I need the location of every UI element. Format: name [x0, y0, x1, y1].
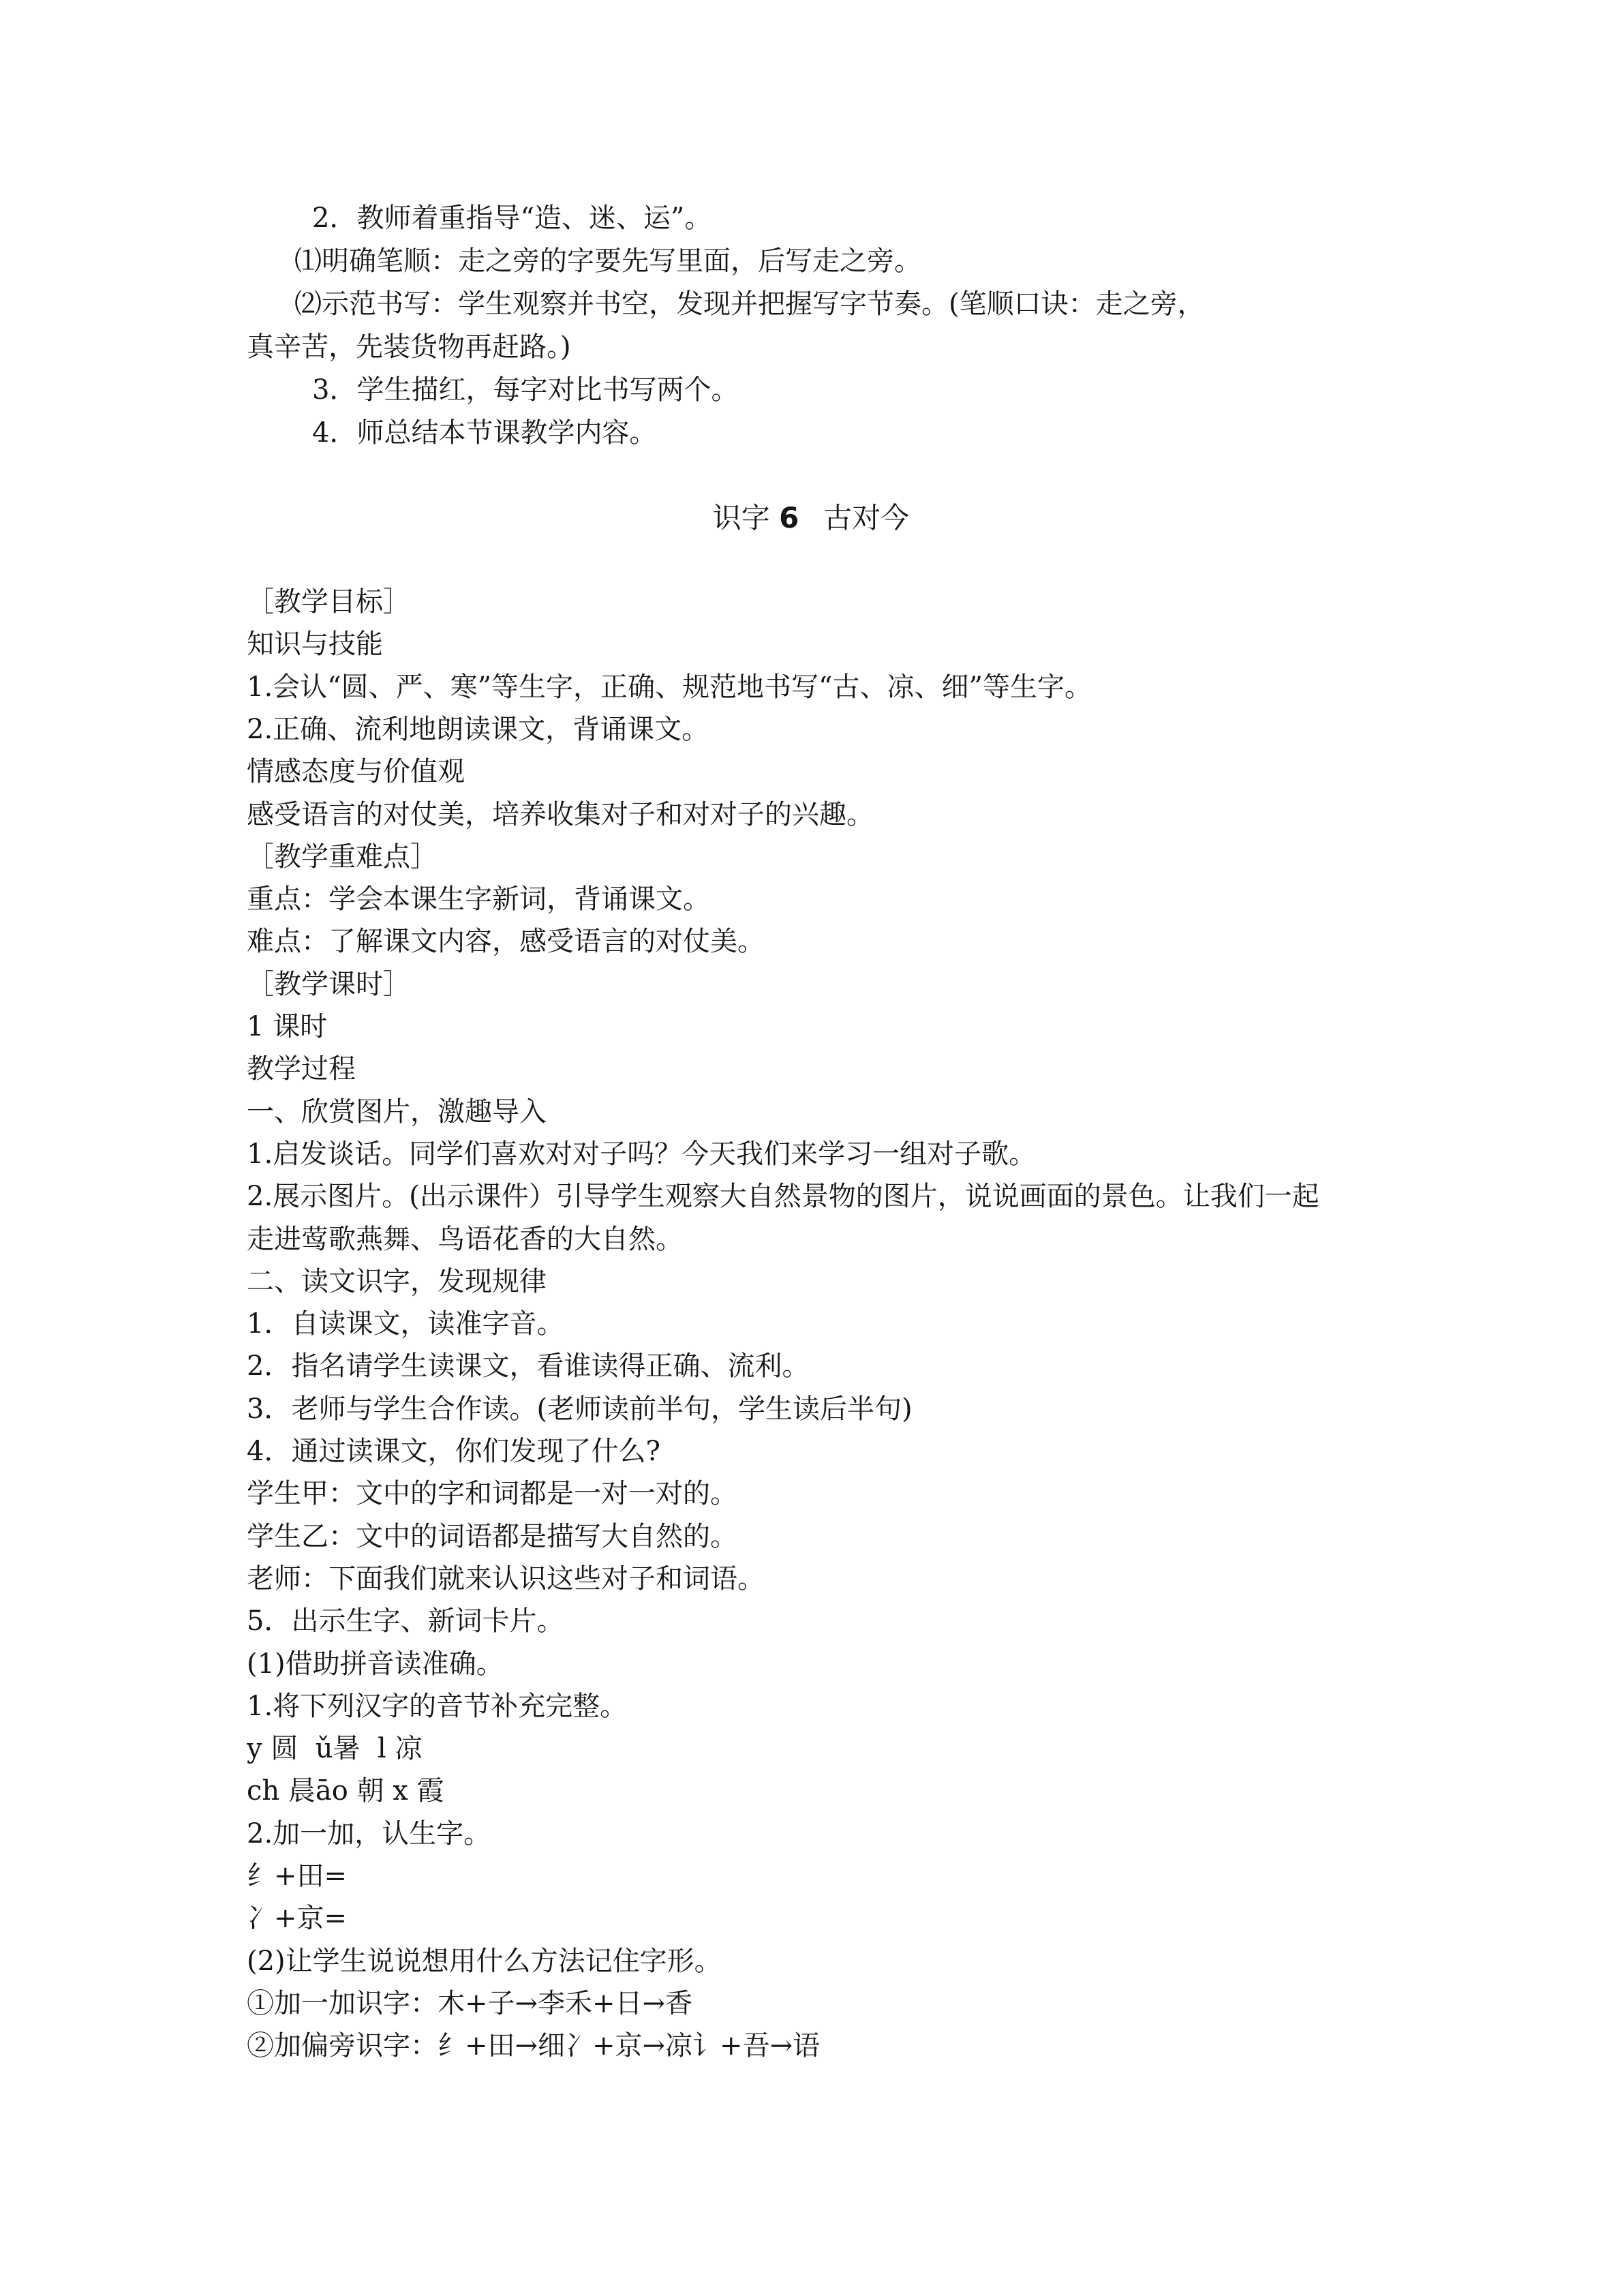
body-line: 走进莺歌燕舞、鸟语花香的大自然。 — [247, 1224, 683, 1255]
body-line: 知识与技能 — [247, 629, 383, 660]
body-line: (1)借助拼音读准确。 — [247, 1648, 504, 1680]
body-line: 1.启发谈话。同学们喜欢对对子吗？今天我们来学习一组对子歌。 — [247, 1138, 1037, 1170]
body-line: 1.会认“圆、严、寒”等生字，正确、规范地书写“古、凉、细”等生字。 — [247, 671, 1092, 703]
body-line: 二、读文识字，发现规律 — [247, 1266, 547, 1297]
body-line: 学生甲：文中的字和词都是一对一对的。 — [247, 1478, 737, 1509]
body-line: 冫+京= — [247, 1903, 348, 1934]
step-3-line: 3．学生描红，每字对比书写两个。 — [312, 374, 739, 406]
body-line: 老师：下面我们就来认识这些对子和词语。 — [247, 1563, 765, 1595]
title-name: 古对今 — [823, 501, 910, 534]
body-line: 5．出示生字、新词卡片。 — [247, 1605, 564, 1637]
lesson-title — [0, 501, 1622, 535]
body-line: ［教学重难点］ — [247, 841, 438, 873]
body-line: 3．老师与学生合作读。(老师读前半句，学生读后半句) — [247, 1393, 913, 1425]
body-line: 情感态度与价值观 — [247, 756, 465, 787]
body-line: 1．自读课文，读准字音。 — [247, 1308, 564, 1340]
body-line: 感受语言的对仗美，培养收集对子和对对子的兴趣。 — [247, 799, 874, 830]
body-line: 2．指名请学生读课文，看谁读得正确、流利。 — [247, 1350, 810, 1382]
substep-2-line: ⑵示范书写：学生观察并书空，发现并把握写字节奏。(笔顺口诀：走之旁， — [294, 288, 1205, 320]
body-line: 1.将下列汉字的音节补充完整。 — [247, 1691, 628, 1722]
body-line: ①加一加识字：木+子→李禾+日→香 — [247, 1988, 693, 2019]
substep-1-line: ⑴明确笔顺：走之旁的字要先写里面，后写走之旁。 — [294, 245, 921, 277]
title-number: 6 — [779, 501, 799, 534]
body-line: 2.展示图片。(出示课件）引导学生观察大自然景物的图片，说说画面的景色。让我们一起 — [247, 1181, 1319, 1212]
body-line: 2.加一加，认生字。 — [247, 1818, 491, 1849]
body-line: 2.正确、流利地朗读课文，背诵课文。 — [247, 714, 709, 745]
body-line: 4．通过读课文，你们发现了什么? — [247, 1436, 660, 1467]
body-line: 重点：学会本课生字新词，背诵课文。 — [247, 883, 710, 915]
body-line: ［教学目标］ — [247, 586, 410, 618]
substep-2-continuation: 真辛苦，先装货物再赶路。) — [247, 331, 571, 363]
body-line: ch 晨āo 朝 x 霞 — [247, 1775, 444, 1807]
body-line: 一、欣赏图片，激趣导入 — [247, 1096, 547, 1128]
body-line: ［教学课时］ — [247, 969, 410, 1000]
body-line: (2)让学生说说想用什么方法记住字形。 — [247, 1946, 722, 1977]
step-4-line: 4．师总结本节课教学内容。 — [312, 417, 657, 449]
body-line: 1 课时 — [247, 1011, 328, 1042]
body-line: 难点：了解课文内容，感受语言的对仗美。 — [247, 926, 765, 957]
body-line: 学生乙：文中的词语都是描写大自然的。 — [247, 1521, 737, 1552]
body-line: y 圆 ǔ暑 l 凉 — [247, 1733, 423, 1764]
body-line: ②加偏旁识字：纟+田→细冫+京→凉讠+吾→语 — [247, 2030, 821, 2061]
title-prefix: 识字 — [712, 501, 770, 534]
body-line: 纟+田= — [247, 1860, 348, 1892]
step-2-line: 2．教师着重指导“造、迷、运”。 — [312, 202, 712, 234]
body-line: 教学过程 — [247, 1053, 356, 1085]
